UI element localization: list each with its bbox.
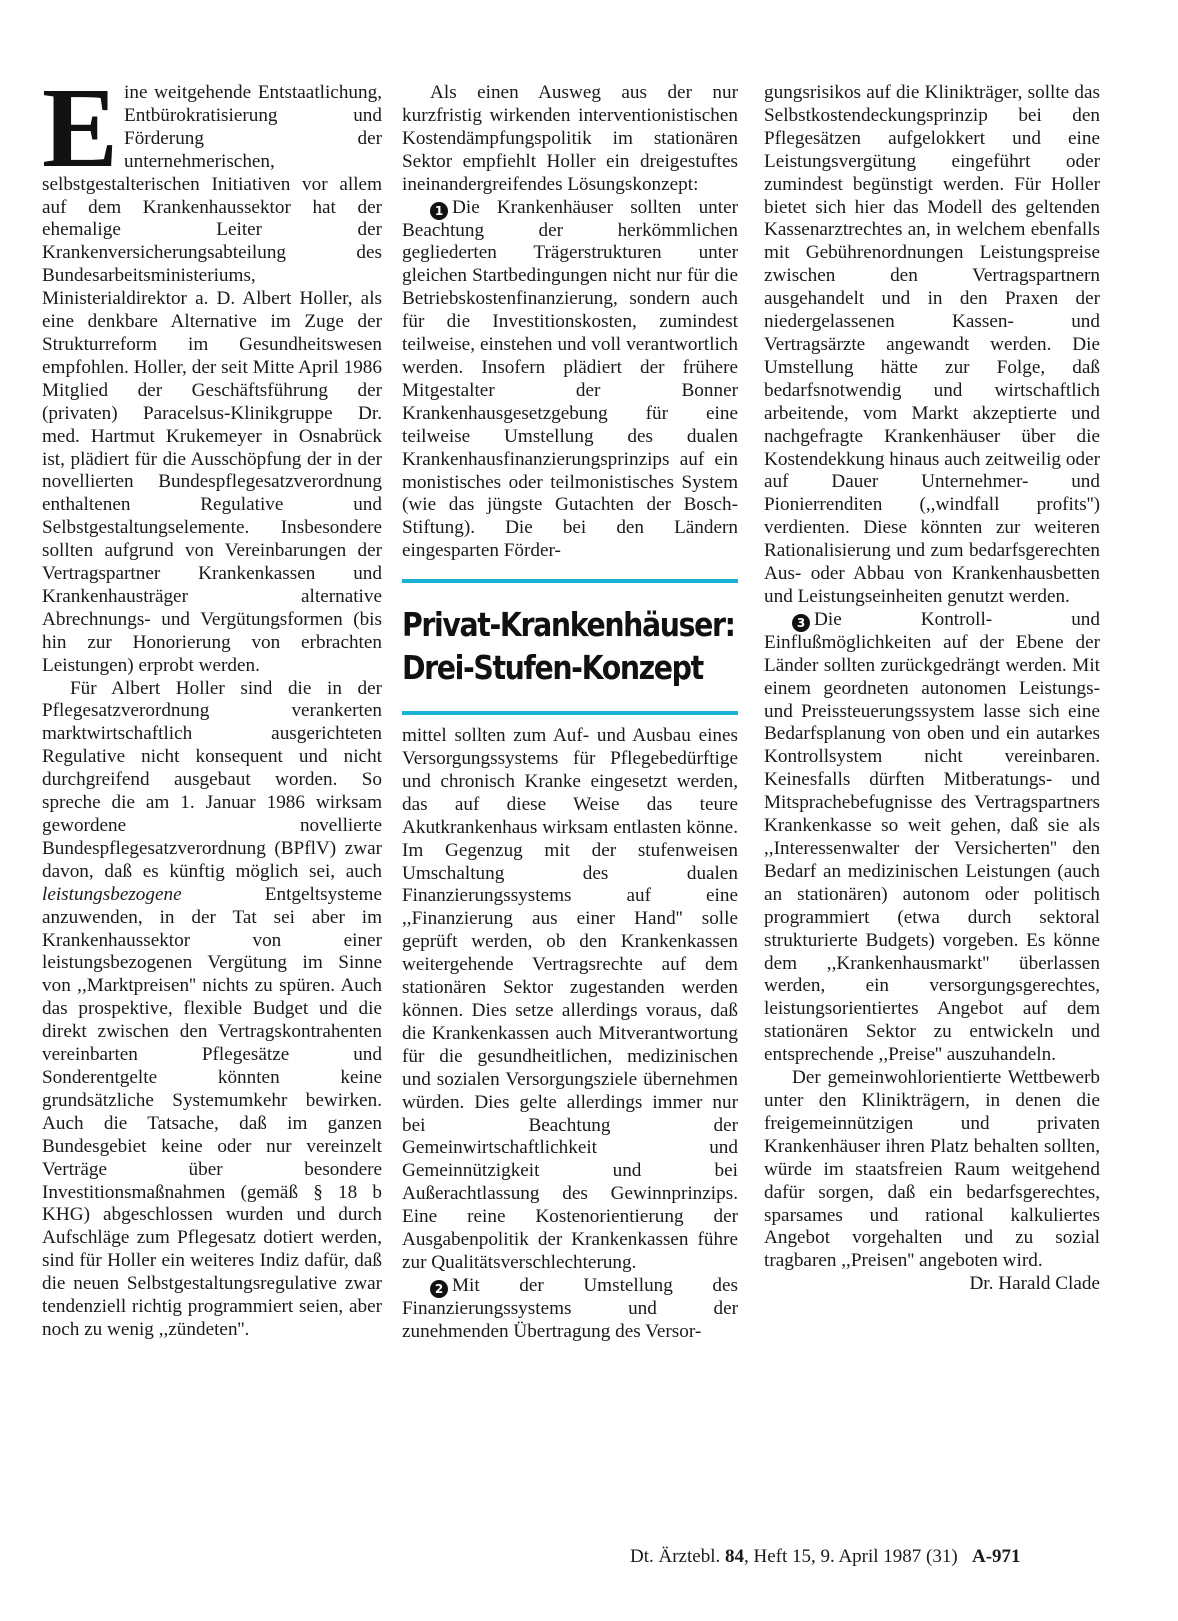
paragraph-intro: ine weitgehende Entstaatlichung, Entbürokratisierung und Förderung der unternehmerischen, selbstgestalterischen Initiativen vor allem auf dem Krankenhaussektor hat der ehemalige Leiter der Krankenversicherungsabteilung des Bundesarbeitsministeriums, Ministerialdirektor a. D. Albert Holler, als eine denkbare Alternative im Zuge der Strukturreform im Gesundheitswesen empfohlen. Holler, der seit Mitte April 1986 Mitglied der Geschäftsführung der (privaten) Paracelsus-Klinikgruppe Dr. med. Hartmut Krukemeyer in Osnabrück ist, plädiert für die Ausschöpfung der in der novellierten Bundespflegesatzverordnung enthaltenen Regulative und Selbstgestaltungselemente. Insbesondere sollten aufgrund von Vereinbarungen der Vertragspartner Krankenkassen und Krankenhausträger alternative Abrechnungs- und Vergütungsformen (bis hin zur Honorierung von erbrachten Leistungen) erprobt werden. <box>42 82 382 676</box>
paragraph-point-1: 1 Die Krankenhäuser sollten unter Beachtung der herkömmlichen gegliederten Trägerstrukturen unter gleichen Startbedingungen nicht nur für die Betriebskostenfinanzierung, sondern auch für die Investitionskosten, zumindest teilweise, einstehen und voll verantwortlich werden. Insofern plädiert der frühere Mitgestalter der Bonner Krankenhausgesetzgebung für eine teilweise Umstellung des dualen Krankenhausfinanzierungsprinzips auf ein monistisches oder teilmonistisches System (wie das jüngste Gutachten der Bosch-Stiftung). Die bei den Ländern eingesparten Förder- <box>402 196 738 562</box>
footer-volume: 84 <box>724 1546 744 1567</box>
number-3-icon: 3 <box>792 614 810 632</box>
author: Dr. Harald Clade <box>969 1273 1100 1295</box>
page-footer <box>630 1546 1021 1568</box>
footer-issue: , Heft 15, 9. April 1987 (31) <box>743 1546 958 1567</box>
article-column-3 <box>764 82 1100 1296</box>
drop-cap: E <box>42 64 119 191</box>
paragraph-holler-regulative: Für Albert Holler sind die in der Pflegesatzverordnung verankerten marktwirtschaftlich ausgerichteten Regulative nicht konsequent und nicht durchgreifend ausgebaut worden. So spreche die am 1. Januar 1986 wirksam gewordene novellierte Bundespflegesatzverordnung (BPflV) zwar davon, daß es künftig möglich sei, auch leistungsbezogene Entgeltsysteme anzuwenden, in der Tat sei aber im Krankenhaussektor von einer leistungsbezogenen Vergütung im Sinne von ,,Marktpreisen'' nichts zu spüren. Auch das prospektive, flexible Budget und die direkt zwischen den Vertragskontrahenten vereinbarten Pflegesätze und Sonderentgelte könnten keine grundsätzliche Systemumkehr bewirken. Auch die Tatsache, daß im ganzen Bundesgebiet keine oder nur vereinzelt Verträge über besondere Investitionsmaßnahmen (gemäß § 18 b KHG) abgeschlossen wurden und durch Aufschläge zum Pflegesatz dotiert werden, sind für Holler ein weiteres Indiz dafür, daß die neuen Selbstgestaltungsregulative zwar tendenziell richtig programmiert seien, aber noch zu wenig ,,zündeten''. <box>42 677 382 1340</box>
page-number: A-971 <box>971 1546 1021 1567</box>
headline-bottom-rule <box>402 711 738 715</box>
article-column-1 <box>42 64 382 1342</box>
paragraph-wettbewerb: Der gemeinwohlorientierte Wettbewerb unter den Klinikträgern, in denen die freigemeinnützigen und privaten Krankenhäuser ihren Platz behalten sollten, würde im staatsfreien Raum weitgehend dafür sorgen, daß ein bedarfsgerechtes, sparsames und rational kalkuliertes Angebot vorgehalten und zu sozial tragbaren ,,Preisen'' angeboten wird. <box>764 1067 1100 1272</box>
headline-line-1: Privat-Krankenhäuser: <box>402 605 735 645</box>
paragraph-versorgungsrisiko: gungsrisikos auf die Klinikträger, sollte das Selbstkostendeckungsprinzip bei den Pflegesätzen aufgelokkert und eine Leistungsvergütung eingeführt oder zumindest begünstigt werden. Für Holler bietet sich hier das Modell des geltenden Kassenarztrechtes an, in welchem ebenfalls mit Gebührenordnungen Leistungspreise zwischen den Vertragspartnern ausgehandelt und in den Praxen der niedergelassenen Kassen- und Vertragsärzte angewandt werden. Die Umstellung hätte zur Folge, daß bedarfsnotwendig und wirtschaftlich arbeitende, vom Markt akzeptierte und nachgefragte Krankenhäuser über die Kostendekkung hinaus auch zeitweilig oder auf Dauer Unternehmer- und Pionierrenditen (,,windfall profits'') verdienten. Diese könnten zur weiteren Rationalisierung und zum bedarfsgerechten Aus- oder Abbau von Krankenhausbetten und Leistungseinheiten genutzt werden. <box>764 82 1100 607</box>
headline <box>402 583 735 711</box>
article-column-2 <box>402 82 738 1344</box>
paragraph-foerdermittel: mittel sollten zum Auf- und Ausbau eines Versorgungssystems für Pflegebedürftige und chronisch Kranke eingesetzt werden, das auf diese Weise das teure Akutkrankenhaus wirksam entlasten könne. Im Gegenzug mit der stufenweisen Umschaltung des dualen Finanzierungssystems auf eine ,,Finanzierung aus einer Hand'' solle geprüft werden, ob den Krankenkassen weitergehende Vertragsrechte auf dem stationären Sektor zugestanden werden können. Dies setze allerdings voraus, daß die Krankenkassen auch Mitverantwortung für die gesundheitlichen, medizinischen und sozialen Versorgungsziele übernehmen würden. Dies gelte allerdings immer nur bei Beachtung der Gemeinwirtschaftlichkeit und Gemeinnützigkeit und bei Außerachtlassung des Gewinnprinzips. Eine reine Kostenorientierung der Ausgabenpolitik der Krankenkassen führe zur Qualitätsverschlechterung. <box>402 725 738 1273</box>
footer-journal: Dt. Ärztebl. <box>630 1546 721 1567</box>
paragraph-point-3: 3 Die Kontroll- und Einflußmöglichkeiten auf der Ebene der Länder sollten zurückgedrängt werden. Mit einem geordneten autonomen Leistungs- und Preissteuerungssystem lasse sich eine Bedarfsplanung von oben und ein autarkes Kontrollsystem nicht vereinbaren. Keinesfalls dürften Mitberatungs- und Mitsprachebefugnisse des Vertragspartners Krankenkasse so weit gehen, daß sie als ,,Interessenwalter der Versicherten'' den Bedarf an medizinischen Leistungen (auch an stationären) autonom oder politisch programmiert (etwa durch sektoral strukturierte Budgets) vorgeben. Es könne dem ,,Krankenhausmarkt'' überlassen werden, ein versorgungsgerechtes, leistungsorientiertes Angebot auf dem stationären Sektor zu entwickeln und entsprechende ,,Preise'' auszuhandeln. <box>764 608 1100 1066</box>
paragraph-point-2: 2 Mit der Umstellung des Finanzierungssystems und der zunehmenden Übertragung des Versor- <box>402 1274 738 1342</box>
number-1-icon: 1 <box>430 202 448 220</box>
headline-line-2: Drei-Stufen-Konzept <box>402 648 703 688</box>
number-2-icon: 2 <box>430 1280 448 1298</box>
paragraph-ausweg: Als einen Ausweg aus der nur kurzfristig wirkenden interventionistischen Kostendämpfungspolitik im stationären Sektor empfiehlt Holler ein dreigestuftes ineinandergreifendes Lösungskonzept: <box>402 82 738 195</box>
emphasis-leistungsbezogene: leistungsbezogene <box>42 883 182 905</box>
headline-box <box>402 579 738 715</box>
